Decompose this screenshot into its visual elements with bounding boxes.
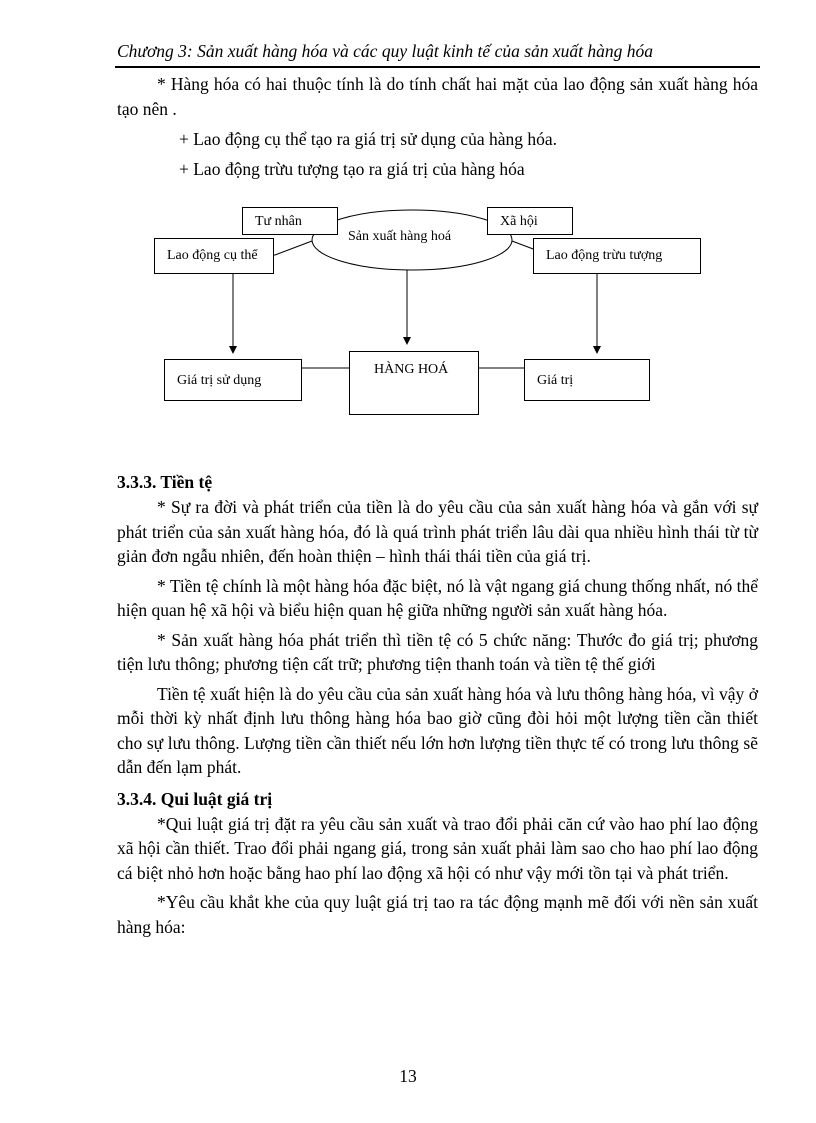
section-333-paragraph-4: Tiền tệ xuất hiện là do yêu cầu của sản xuất hàng hóa và lưu thông hàng hóa, vì vậy ở mỗi thời kỳ nhất định lưu thông hàng hóa bao giờ cũng đòi hỏi một lượng tiền cần thiết cho sự lưu thông. Lượng tiền cần thiết nếu lớn hơn lượng tiền thực tế có trong lưu thông sẽ dẫn đến lạm phát. <box>117 683 758 777</box>
section-334-paragraph-1: *Qui luật giá trị đặt ra yêu cầu sản xuất và trao đổi phải căn cứ vào hao phí lao động xã hội cần thiết. Trao đổi phải ngang giá, trong sản xuất phải làm sao cho hao phí lao động cá biệt nhỏ hơn hoặc bằng hao phí lao động xã hội có như vậy mới tồn tại và phát triển. <box>117 813 758 883</box>
abstract-labor-label: Lao động trừu tượng <box>546 248 663 263</box>
section-334-heading: 3.3.4. Qui luật giá trị <box>117 788 273 809</box>
connector-left-diagonal <box>275 241 312 255</box>
bullet-concrete-labor: + Lao động cụ thể tạo ra giá trị sử dụng của hàng hóa. <box>179 129 557 149</box>
use-value-box <box>164 359 302 401</box>
bullet-abstract-labor: + Lao động trừu tượng tạo ra giá trị của hàng hóa <box>179 159 525 179</box>
concrete-labor-label: Lao động cụ thể <box>167 248 258 263</box>
section-333-paragraph-2: * Tiền tệ chính là một hàng hóa đặc biệt, nó là vật ngang giá chung thống nhất, nó thể hiện quan hệ xã hội và biểu hiện quan hệ giữa những người sản xuất hàng hóa. <box>117 575 758 620</box>
running-header: Chương 3: Sản xuất hàng hóa và các quy luật kinh tế của sản xuất hàng hóa <box>117 41 654 61</box>
production-label: Sản xuất hàng hoá <box>348 229 452 244</box>
social-box <box>487 207 573 235</box>
value-box <box>524 359 650 401</box>
private-label: Tư nhân <box>255 214 302 229</box>
header-rule <box>115 66 760 68</box>
section-333-paragraph-3: * Sản xuất hàng hóa phát triển thì tiền tệ có 5 chức năng: Thước đo giá trị; phương tiện lưu thông; phương tiện cất trữ; phương tiện thanh toán và tiền tệ thế giới <box>117 629 758 674</box>
social-label: Xã hội <box>500 214 538 229</box>
private-box <box>242 207 338 235</box>
section-334-paragraph-2: *Yêu cầu khắt khe của quy luật giá trị tao ra tác động mạnh mẽ đối với nền sản xuất hàng hóa: <box>117 892 758 937</box>
intro-paragraph: * Hàng hóa có hai thuộc tính là do tính chất hai mặt của lao động sản xuất hàng hóa tạo nên . <box>117 74 758 119</box>
section-333-paragraph-1: * Sự ra đời và phát triển của tiền là do yêu cầu của sản xuất hàng hóa và gắn với sự phát triển của sản xuất hàng hóa, đó là quá trình phát triển lâu dài qua nhiều hình thái từ từ giản đơn ngẫu nhiên, đến hoàn thiện – hình thái thái tiền của giá trị. <box>117 497 758 566</box>
concrete-labor-box <box>154 238 274 274</box>
abstract-labor-box <box>533 238 701 274</box>
use-value-label: Giá trị sử dụng <box>177 373 262 388</box>
commodity-label: HÀNG HOÁ <box>374 362 449 377</box>
commodity-box <box>349 351 479 415</box>
page-body <box>117 72 758 939</box>
section-333-heading: 3.3.3. Tiền tệ <box>117 472 213 492</box>
value-label: Giá trị <box>537 373 574 388</box>
commodity-diagram <box>117 189 758 455</box>
page-number: 13 <box>399 1066 417 1086</box>
